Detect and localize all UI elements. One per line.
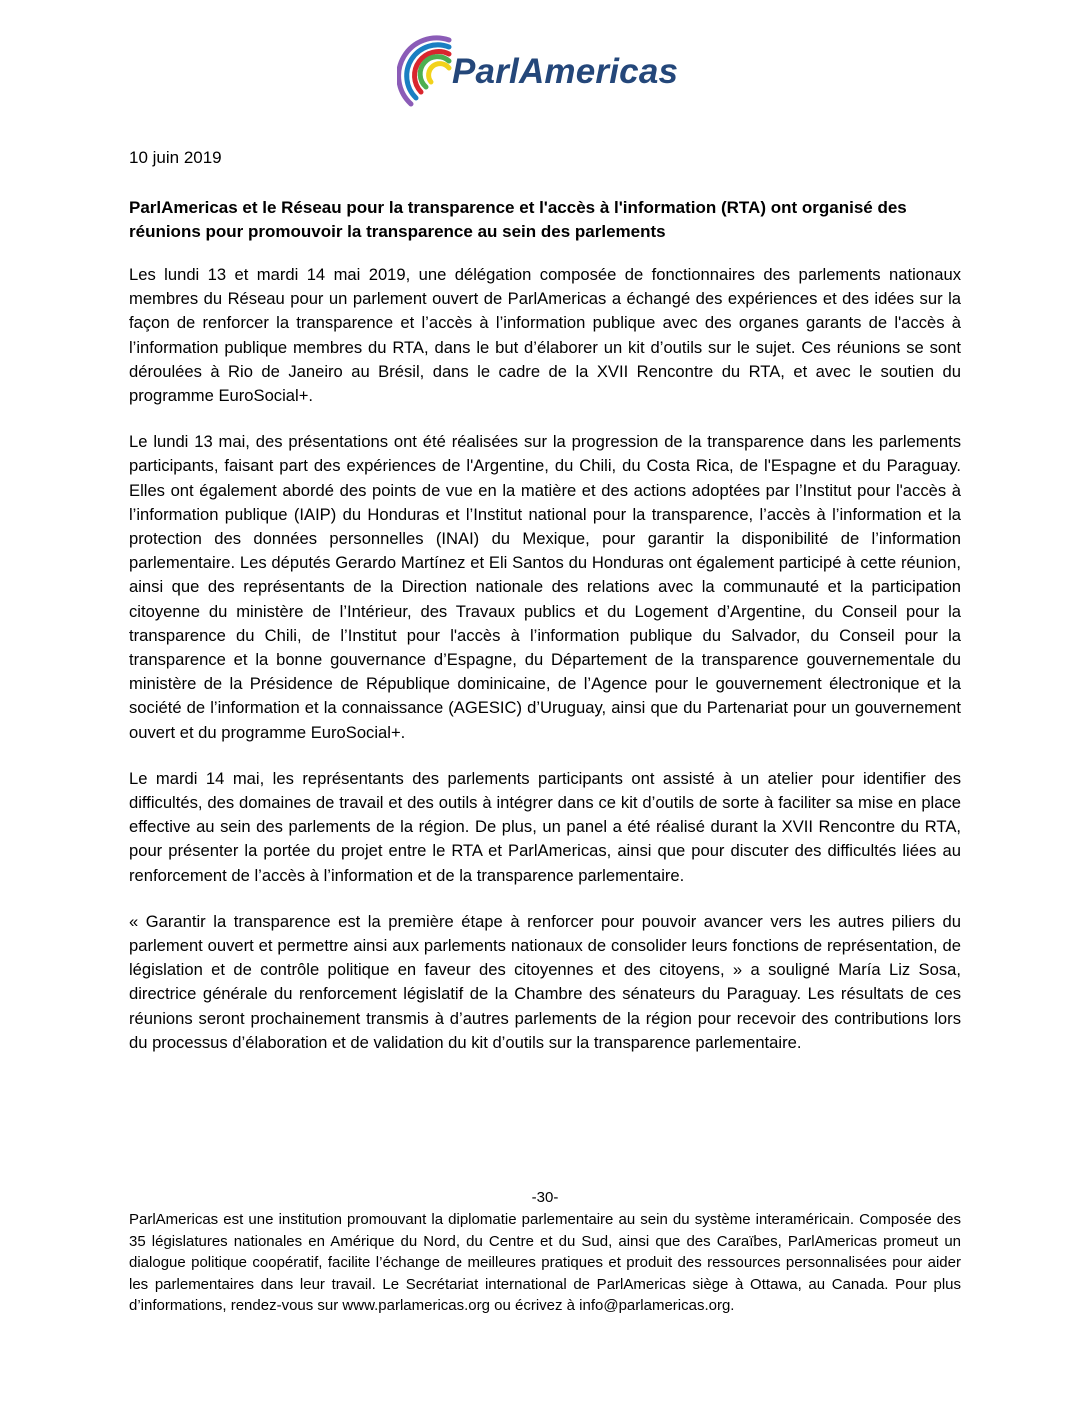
footer-description: ParlAmericas est une institution promouvant la diplomatie parlementaire au sein du système interaméricain. Composée des 35 législatures nationales en Amérique du Nord, du Centre et du Sud, ainsi que des Caraïbes, ParlAmericas promeut un dialogue politique coopératif, facilite l’échange de meilleures pratiques et produit des ressources personnalisées pour aider les parlementaires dans leur travail. Le Secrétariat international de ParlAmericas siège à Ottawa, au Canada. Pour plus d’informations, rendez-vous sur www.parlamericas.org ou écrivez à info@parlamericas.org. xyxy=(129,1211,961,1314)
paragraph: Le lundi 13 mai, des présentations ont été réalisées sur la progression de la transparence dans les parlements participants, faisant part des expériences de l'Argentine, du Chili, du Costa Rica, de l'Espagne et du Paraguay. Elles ont également abordé des points de vue en la matière et des actions adoptées par l’Institut pour l'accès à l’information publique (IAIP) du Honduras et l’Institut national pour la transparence, l’accès à l’information et la protection des données personnelles (INAI) du Mexique, pour garantir la disponibilité de l’information parlementaire. Les députés Gerardo Martínez et Eli Santos du Honduras ont également participé à cette réunion, ainsi que des représentants de la Direction nationale des relations avec la communauté et la participation citoyenne du ministère de l’Intérieur, des Travaux publics et du Logement d’Argentine, du Conseil pour la transparence du Chili, de l’Institut pour l'accès à l’information publique du Salvador, du Conseil pour la transparence et la bonne gouvernance d’Espagne, du Département de la transparence gouvernementale du ministère de la Présidence de République dominicaine, de l’Agence pour le gouvernement électronique et la société de l’information et la connaissance (AGESIC) d’Uruguay, ainsi que du Partenariat pour un gouvernement ouvert et du programme EuroSocial+. xyxy=(129,432,961,742)
logo-arc-yellow xyxy=(429,64,449,82)
parlamericas-logo xyxy=(397,32,717,116)
paragraph: Les lundi 13 et mardi 14 mai 2019, une délégation composée de fonctionnaires des parlements nationaux membres du Réseau pour un parlement ouvert de ParlAmericas a échangé des expériences et des idées sur la façon de renforcer la transparence et l’accès à l’information publique avec des organes garants de l'accès à l’information publique membres du RTA, dans le but d’élaborer un kit d’outils sur le sujet. Ces réunions se sont déroulées à Rio de Janeiro au Brésil, dans le cadre de la XVII Rencontre du RTA, et avec le soutien du programme EuroSocial+. xyxy=(129,265,961,406)
release-headline: ParlAmericas et le Réseau pour la transparence et l'accès à l'information (RTA) ont organisé des réunions pour promouvoir la transparence au sein des parlements xyxy=(129,198,907,241)
page-footer xyxy=(129,1187,961,1317)
page-number: -30- xyxy=(531,1189,559,1206)
logo-arc-green xyxy=(420,57,449,87)
press-release-body xyxy=(129,146,961,1077)
paragraph: Le mardi 14 mai, les représentants des parlements participants ont assisté à un atelier pour identifier des difficultés, des domaines de travail et des outils à intégrer dans ce kit d’outils de sorte à faciliter sa mise en place effective au sein des parlements de la région. De plus, un panel a été réalisé durant la XVII Rencontre du RTA, pour présenter la portée du projet entre le RTA et ParlAmericas, ainsi que pour discuter des difficultés liées au renforcement de l’accès à l’information et de la transparence parlementaire. xyxy=(129,768,961,885)
release-date: 10 juin 2019 xyxy=(129,148,222,167)
logo-wordmark: ParlAmericas xyxy=(452,52,679,91)
paragraph: « Garantir la transparence est la première étape à renforcer pour pouvoir avancer vers les autres piliers du parlement ouvert et permettre ainsi aux parlements nationaux de consolider leurs fonctions de représentation, de législation et de contrôle politique en faveur des citoyennes et des citoyens, » a souligné María Liz Sosa, directrice générale du renforcement législatif de la Chambre des sénateurs du Paraguay. Les résultats de ces réunions seront prochainement transmis à d’autres parlements de la région pour recevoir des contributions lors du processus d’élaboration et de validation du kit d’outils sur la transparence parlementaire. xyxy=(129,911,961,1052)
